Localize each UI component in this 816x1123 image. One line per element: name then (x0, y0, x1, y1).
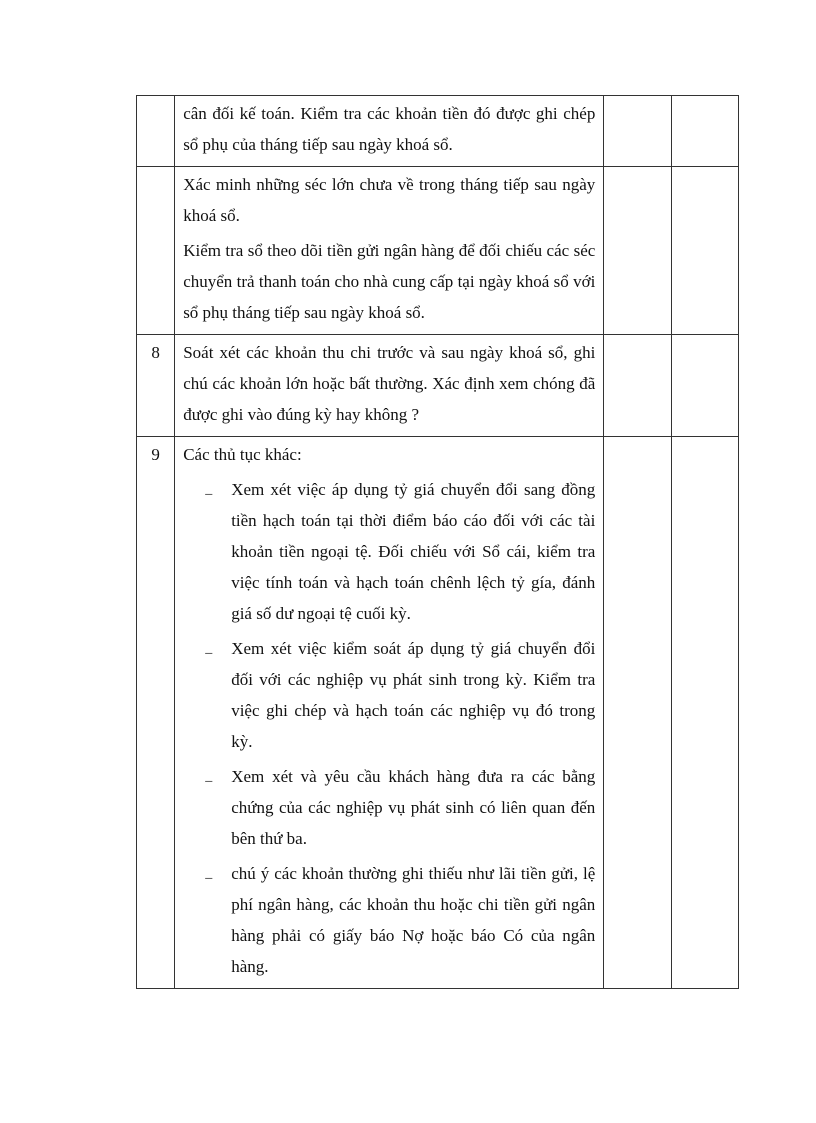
row-number: 9 (151, 445, 160, 464)
row-content-cell (175, 437, 604, 989)
list-item-text: Xem xét và yêu cầu khách hàng đưa ra các bằng chứng của các nghiệp vụ phát sinh có liên quan đến bên thứ ba. (231, 767, 596, 848)
empty-cell (604, 335, 671, 437)
list-item-text: chú ý các khoản thường ghi thiếu như lãi tiền gửi, lệ phí ngân hàng, các khoản thu hoặc chi tiền gửi ngân hàng phải có giấy báo Nợ hoặc báo Có của ngân hàng. (231, 864, 596, 976)
bullet-marker: _ (205, 641, 213, 656)
bullet-marker: _ (205, 482, 213, 497)
row-content-cell (175, 335, 604, 437)
row-number-cell (137, 96, 175, 167)
list-item (203, 474, 595, 629)
table-row (137, 335, 739, 437)
list-item-text: Xem xét việc kiểm soát áp dụng tỷ giá chuyển đổi đối với các nghiệp vụ phát sinh trong kỳ. Kiểm tra việc ghi chép và hạch toán các nghiệp vụ đó trong kỳ. (231, 639, 596, 751)
paragraph: Kiểm tra sổ theo dõi tiền gửi ngân hàng để đối chiếu các séc chuyển trả thanh toán cho nhà cung cấp tại ngày khoá sổ với sổ phụ tháng tiếp sau ngày khoá sổ. (183, 241, 596, 322)
empty-cell (671, 437, 738, 989)
paragraph: Soát xét các khoản thu chi trước và sau ngày khoá sổ, ghi chú các khoản lớn hoặc bất thường. Xác định xem chóng đã được ghi vào đúng kỳ hay không ? (183, 343, 596, 424)
empty-cell (604, 96, 671, 167)
paragraph: cân đối kế toán. Kiểm tra các khoản tiền đó được ghi chép sổ phụ của tháng tiếp sau ngày khoá sổ. (183, 104, 596, 154)
list-item-text: Xem xét việc áp dụng tỷ giá chuyển đổi sang đồng tiền hạch toán tại thời điểm báo cáo đối với các tài khoản tiền ngoại tệ. Đối chiếu với Sổ cái, kiểm tra việc tính toán và hạch toán chênh lệch tỷ gía, đánh giá số dư ngoại tệ cuối kỳ. (231, 480, 596, 623)
section-heading: Các thủ tục khác: (183, 445, 302, 464)
row-number: 8 (151, 343, 160, 362)
row-number-cell (137, 167, 175, 335)
table-row (137, 96, 739, 167)
table-row (137, 437, 739, 989)
empty-cell (604, 437, 671, 989)
row-number-cell (137, 335, 175, 437)
empty-cell (671, 96, 738, 167)
row-content-cell (175, 167, 604, 335)
list-item (203, 633, 595, 757)
bullet-marker: _ (205, 866, 213, 881)
empty-cell (604, 167, 671, 335)
row-content-cell (175, 96, 604, 167)
row-number-cell (137, 437, 175, 989)
paragraph: Xác minh những séc lớn chưa về trong tháng tiếp sau ngày khoá sổ. (183, 175, 596, 225)
list-item (203, 761, 595, 854)
empty-cell (671, 335, 738, 437)
bullet-list (183, 474, 595, 982)
bullet-marker: _ (205, 769, 213, 784)
table-row (137, 167, 739, 335)
procedure-table (136, 95, 739, 989)
list-item (203, 858, 595, 982)
empty-cell (671, 167, 738, 335)
